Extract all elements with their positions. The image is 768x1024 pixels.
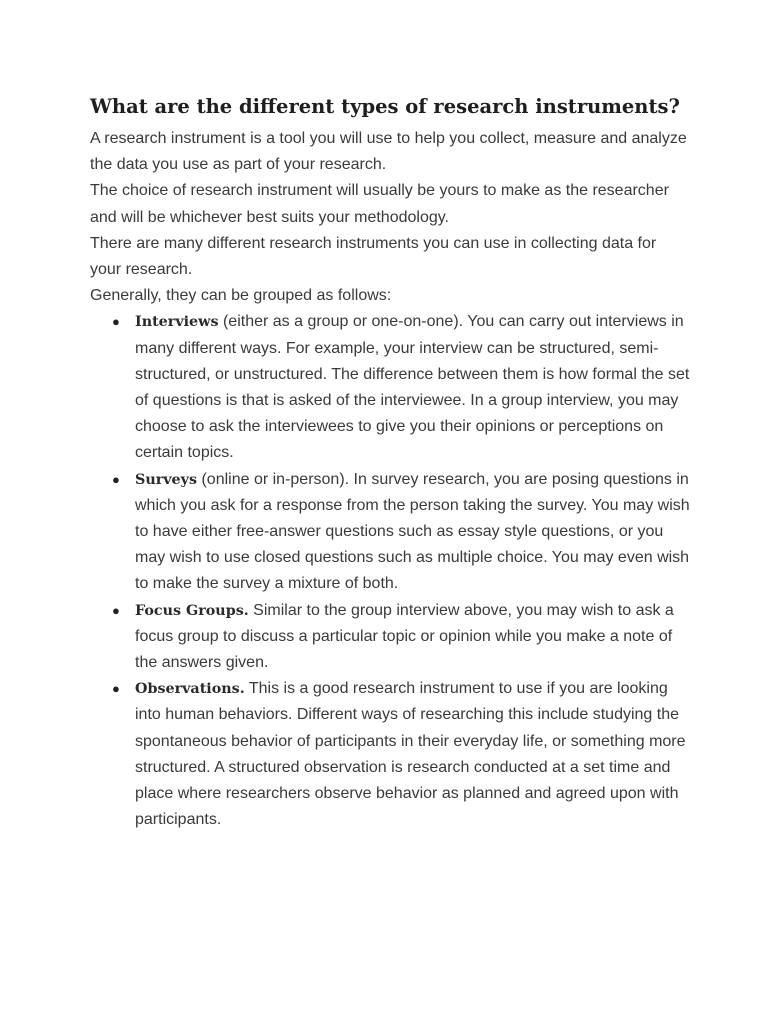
intro-paragraph-1: A research instrument is a tool you will use to help you collect, measure and analyze the data you use as part of your research. [90, 130, 687, 174]
page-title: What are the different types of research instruments? [90, 95, 680, 118]
bullet-icon: ● [112, 314, 120, 330]
list-item-interviews [90, 309, 690, 466]
intro-paragraph-3: There are many different research instruments you can use in collecting data for your research. [90, 234, 657, 279]
document-page [90, 92, 690, 833]
list-item-surveys [90, 467, 690, 598]
list-item-term: Focus Groups. [135, 602, 249, 619]
list-item-text: (either as a group or one-on-one). You can carry out interviews in many different ways. For example, your interview can be structured, semi-structured, or unstructured. The difference between them is how formal the set of questions is that is asked of the interviewee. In a group interview, you may choose to ask the interviewees to give you their opinions or perceptions on certain topics. [135, 313, 690, 462]
intro-paragraph-4: Generally, they can be grouped as follows: [90, 287, 392, 305]
bullet-icon: ● [112, 471, 120, 487]
list-item-observations [90, 676, 690, 833]
intro-paragraph-2: The choice of research instrument will usually be yours to make as the researcher and will be whichever best suits your methodology. [90, 182, 669, 226]
list-item-text: (online or in-person). In survey research, you are posing questions in which you ask for a response from the person taking the survey. You may wish to have either free-answer questions such as essay style questions, or you may wish to use closed questions such as multiple choice. You may even wish to make the survey a mixture of both. [135, 470, 690, 593]
instrument-list [90, 309, 690, 833]
list-item-text: This is a good research instrument to use if you are looking into human behaviors. Different ways of researching this include studying the spontaneous behavior of participants in their everyday life, or something more structured. A structured observation is research conducted at a set time and place where researchers observe behavior as planned and agreed upon with participants. [135, 680, 686, 829]
list-item-term: Surveys [135, 471, 198, 488]
list-item-text: Similar to the group interview above, you may wish to ask a focus group to discuss a particular topic or opinion while you make a note of the answers given. [135, 601, 674, 672]
bullet-icon: ● [112, 602, 120, 618]
list-item-term: Interviews [135, 314, 219, 331]
list-item-focus-groups [90, 598, 690, 677]
bullet-icon: ● [112, 681, 120, 697]
list-item-term: Observations. [135, 681, 245, 698]
